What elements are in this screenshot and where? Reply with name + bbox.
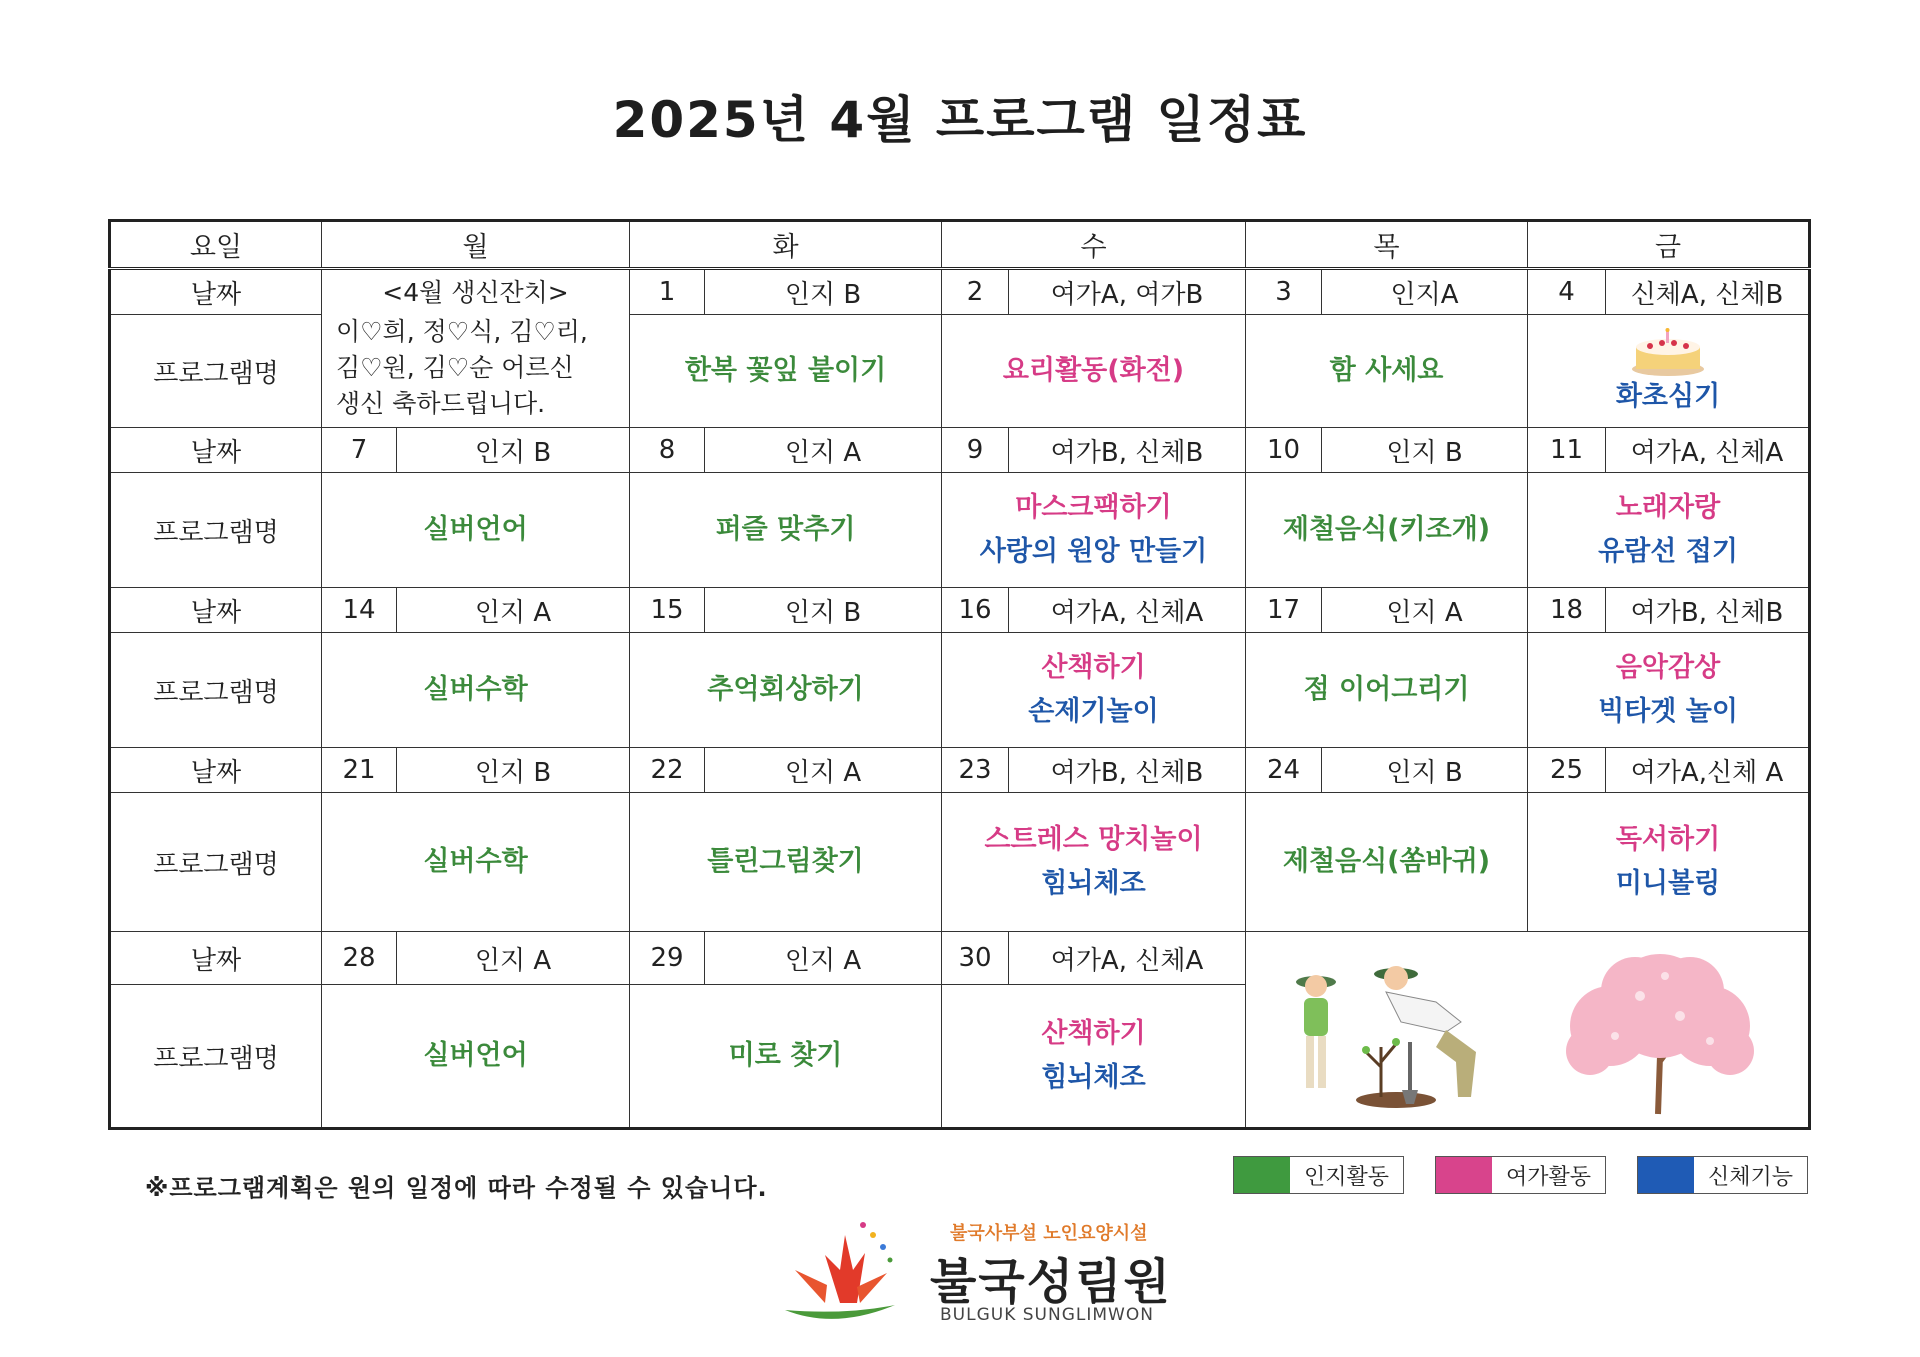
birthday-cell [322, 269, 630, 428]
date-type: 여가A, 여가B [1009, 269, 1246, 315]
date-number: 24 [1246, 748, 1322, 793]
date-number: 9 [942, 428, 1009, 473]
legend-physical [1637, 1156, 1808, 1194]
schedule-table [108, 219, 1811, 1130]
program-label: 프로그램명 [110, 633, 322, 748]
day-header-fri: 금 [1528, 221, 1810, 269]
birthday-heading: <4월 생신잔치> [382, 278, 569, 307]
program-label: 프로그램명 [110, 793, 322, 932]
program-cell [942, 793, 1246, 932]
date-type: 인지 A [397, 588, 630, 633]
birthday-line: 김♡원, 김♡순 어르신 [336, 353, 574, 382]
date-number: 14 [322, 588, 397, 633]
page-title: 2025년 4월 프로그램 일정표 [612, 91, 1308, 149]
gardening-people-illustration [1286, 952, 1506, 1112]
date-type: 신체A, 신체B [1606, 269, 1810, 315]
program-cell [630, 633, 942, 748]
lotus-logo-icon [765, 1215, 915, 1330]
date-number: 28 [322, 932, 397, 985]
program-cell [630, 985, 942, 1129]
program-name: 요리활동(화전) [1002, 355, 1185, 386]
program-name: 퍼즐 맞추기 [715, 514, 856, 545]
program-name: 제철음식(쏨바귀) [1282, 846, 1491, 877]
weekday-header: 요일 [110, 221, 322, 269]
legend-swatch [1234, 1157, 1290, 1193]
date-type: 인지 B [705, 269, 942, 315]
facility-logo [765, 1215, 1185, 1330]
program-cell [942, 633, 1246, 748]
program-name: 독서하기 [1615, 824, 1721, 855]
date-label: 날짜 [110, 932, 322, 985]
date-number: 18 [1528, 588, 1606, 633]
program-cell [1246, 473, 1528, 588]
date-number: 23 [942, 748, 1009, 793]
day-header-thu: 목 [1246, 221, 1528, 269]
illustration-cell [1246, 932, 1810, 1129]
program-name: 마스크팩하기 [1015, 492, 1172, 523]
logo-name: 불국성림원 [930, 1254, 1172, 1310]
program-cell [1528, 793, 1810, 932]
program-name: 미니볼링 [1615, 868, 1721, 899]
date-label: 날짜 [110, 748, 322, 793]
date-number: 2 [942, 269, 1009, 315]
date-type: 여가A, 신체A [1009, 588, 1246, 633]
legend-label: 신체기능 [1708, 1164, 1794, 1190]
date-number: 21 [322, 748, 397, 793]
program-name: 빅타겟 놀이 [1598, 696, 1738, 727]
program-name: 함 사세요 [1329, 355, 1444, 386]
schedule-note: ※프로그램계획은 원의 일정에 따라 수정될 수 있습니다. [145, 1174, 768, 1202]
legend-leisure [1435, 1156, 1606, 1194]
date-type: 여가B, 신체B [1606, 588, 1810, 633]
date-type: 인지 A [397, 932, 630, 985]
program-name: 실버수학 [423, 846, 528, 877]
program-label: 프로그램명 [110, 985, 322, 1129]
date-number: 29 [630, 932, 705, 985]
date-number: 4 [1528, 269, 1606, 315]
date-type: 여가B, 신체B [1009, 428, 1246, 473]
date-number: 3 [1246, 269, 1322, 315]
program-name: 실버언어 [423, 514, 528, 545]
program-name: 실버수학 [423, 674, 528, 705]
date-number: 15 [630, 588, 705, 633]
date-number: 10 [1246, 428, 1322, 473]
legend-cognitive [1233, 1156, 1404, 1194]
program-name: 사랑의 원앙 만들기 [979, 536, 1208, 567]
program-cell [1528, 473, 1810, 588]
program-cell [1246, 633, 1528, 748]
program-cell [942, 473, 1246, 588]
program-name: 힘뇌체조 [1041, 1062, 1146, 1093]
program-name: 미로 찾기 [728, 1040, 843, 1071]
date-type: 인지 A [1322, 588, 1528, 633]
program-cell [322, 473, 630, 588]
program-name: 스트레스 망치놀이 [984, 824, 1203, 855]
date-type: 여가A, 신체A [1009, 932, 1246, 985]
date-number: 25 [1528, 748, 1606, 793]
program-cell [1246, 315, 1528, 428]
program-cell [630, 473, 942, 588]
date-label: 날짜 [110, 428, 322, 473]
program-name: 제철음식(키조개) [1282, 514, 1491, 545]
date-type: 인지 B [1322, 428, 1528, 473]
program-name: 산책하기 [1041, 1018, 1146, 1049]
program-name: 화초심기 [1615, 381, 1721, 412]
date-type: 인지 A [705, 428, 942, 473]
date-label: 날짜 [110, 269, 322, 315]
date-number: 1 [630, 269, 705, 315]
date-label: 날짜 [110, 588, 322, 633]
day-header-wed: 수 [942, 221, 1246, 269]
legend-label: 여가활동 [1506, 1164, 1592, 1190]
birthday-cake-icon [1628, 325, 1708, 377]
program-label: 프로그램명 [110, 315, 322, 428]
date-number: 7 [322, 428, 397, 473]
program-name: 유람선 접기 [1598, 536, 1738, 567]
program-name: 틀린그림찾기 [707, 846, 864, 877]
program-cell [630, 315, 942, 428]
program-cell [942, 315, 1246, 428]
date-type: 인지 B [1322, 748, 1528, 793]
program-cell [630, 793, 942, 932]
program-cell [322, 985, 630, 1129]
program-name: 산책하기 [1041, 652, 1146, 683]
program-name: 실버언어 [423, 1040, 528, 1071]
date-type: 인지 B [705, 588, 942, 633]
date-number: 22 [630, 748, 705, 793]
legend-swatch [1638, 1157, 1694, 1193]
date-type: 인지 A [705, 932, 942, 985]
program-name: 추억회상하기 [707, 674, 864, 705]
date-type: 인지 B [397, 428, 630, 473]
legend-swatch [1436, 1157, 1492, 1193]
program-label: 프로그램명 [110, 473, 322, 588]
program-cell [1528, 633, 1810, 748]
logo-subtitle: 불국사부설 노인요양시설 [950, 1223, 1148, 1244]
date-number: 11 [1528, 428, 1606, 473]
date-number: 16 [942, 588, 1009, 633]
program-cell [1528, 315, 1810, 428]
program-name: 노래자랑 [1615, 492, 1721, 523]
program-name: 점 이어그리기 [1303, 674, 1470, 705]
program-name: 한복 꽃잎 붙이기 [684, 355, 887, 386]
date-number: 30 [942, 932, 1009, 985]
date-type: 여가A,신체 A [1606, 748, 1810, 793]
program-name: 힘뇌체조 [1041, 868, 1146, 899]
date-number: 8 [630, 428, 705, 473]
day-header-mon: 월 [322, 221, 630, 269]
legend-label: 인지활동 [1304, 1164, 1390, 1190]
day-header-tue: 화 [630, 221, 942, 269]
date-type: 여가B, 신체B [1009, 748, 1246, 793]
program-cell [322, 633, 630, 748]
date-type: 여가A, 신체A [1606, 428, 1810, 473]
program-name: 손제기놀이 [1028, 696, 1159, 727]
program-cell [322, 793, 630, 932]
program-cell [942, 985, 1246, 1129]
program-name: 음악감상 [1615, 652, 1721, 683]
date-type: 인지 A [705, 748, 942, 793]
birthday-line: 생신 축하드립니다. [336, 389, 546, 418]
cherry-blossom-tree-illustration [1540, 946, 1780, 1116]
birthday-line: 이♡희, 정♡식, 김♡리, [336, 317, 588, 346]
logo-english: BULGUK SUNGLIMWON [940, 1305, 1154, 1325]
program-cell [1246, 793, 1528, 932]
date-type: 인지 B [397, 748, 630, 793]
date-number: 17 [1246, 588, 1322, 633]
date-type: 인지A [1322, 269, 1528, 315]
